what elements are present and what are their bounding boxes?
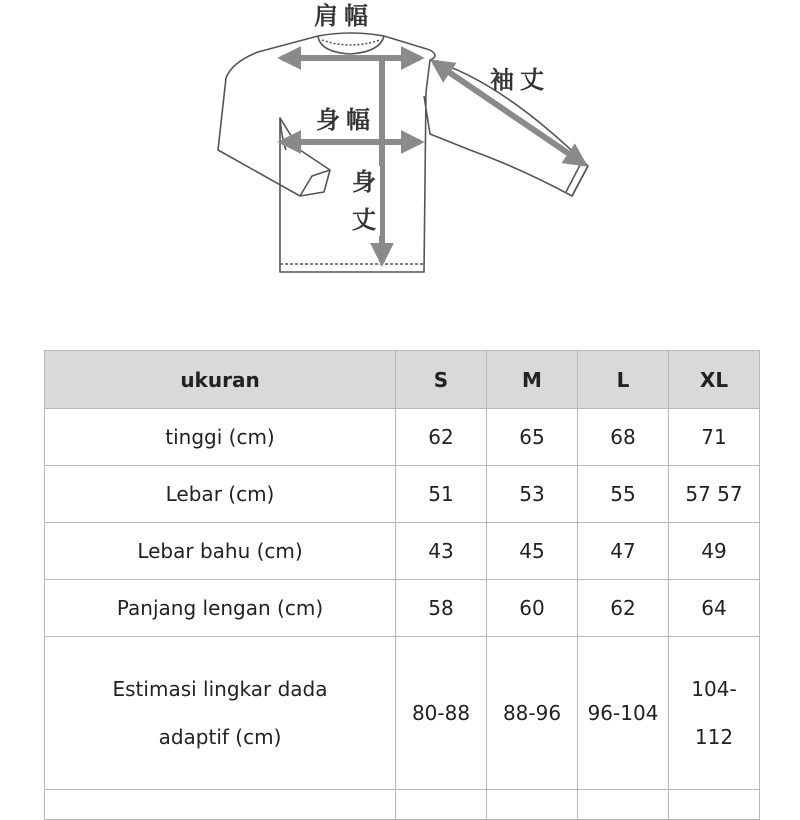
table-row (45, 409, 760, 466)
table-row (45, 523, 760, 580)
cell-value: 80-88 (396, 637, 487, 790)
body-width-label: 身幅 (316, 106, 376, 134)
cell-value: 62 (578, 580, 669, 637)
table-row (45, 580, 760, 637)
header-size-xl: XL (669, 351, 760, 409)
cell-value: 68 (578, 409, 669, 466)
cell-value: 43 (396, 523, 487, 580)
row-label: tinggi (cm) (45, 409, 396, 466)
garment-measurement-diagram (0, 0, 800, 300)
cell-value: 58 (396, 580, 487, 637)
header-size-l: L (578, 351, 669, 409)
header-size-s: S (396, 351, 487, 409)
cell-value: 65 (487, 409, 578, 466)
body-length-label-bottom: 丈 (352, 206, 382, 234)
table-row (45, 637, 760, 790)
sleeve-length-label: 袖丈 (490, 66, 550, 94)
cell-value: 57 57 (669, 466, 760, 523)
cell-value: 53 (487, 466, 578, 523)
cell-value: 49 (669, 523, 760, 580)
cell-value: 96-104 (578, 637, 669, 790)
shoulder-width-label: 肩幅 (314, 2, 374, 30)
body-length-label-top: 身 (352, 168, 382, 196)
row-label: Lebar bahu (cm) (45, 523, 396, 580)
row-label: Lebar (cm) (45, 466, 396, 523)
table-row-partial (45, 790, 760, 820)
cell-value: 47 (578, 523, 669, 580)
cell-value: 60 (487, 580, 578, 637)
table-header-row (45, 351, 760, 409)
row-label: Panjang lengan (cm) (45, 580, 396, 637)
cell-value: 104-112 (669, 637, 760, 790)
size-chart-table (44, 350, 760, 820)
cell-value: 51 (396, 466, 487, 523)
table-row (45, 466, 760, 523)
header-size-m: M (487, 351, 578, 409)
cell-value: 71 (669, 409, 760, 466)
cell-value: 45 (487, 523, 578, 580)
header-size-label: ukuran (45, 351, 396, 409)
cell-value: 55 (578, 466, 669, 523)
cell-value: 88-96 (487, 637, 578, 790)
row-label: Estimasi lingkar dada adaptif (cm) (45, 637, 396, 790)
cell-value: 62 (396, 409, 487, 466)
cell-value: 64 (669, 580, 760, 637)
